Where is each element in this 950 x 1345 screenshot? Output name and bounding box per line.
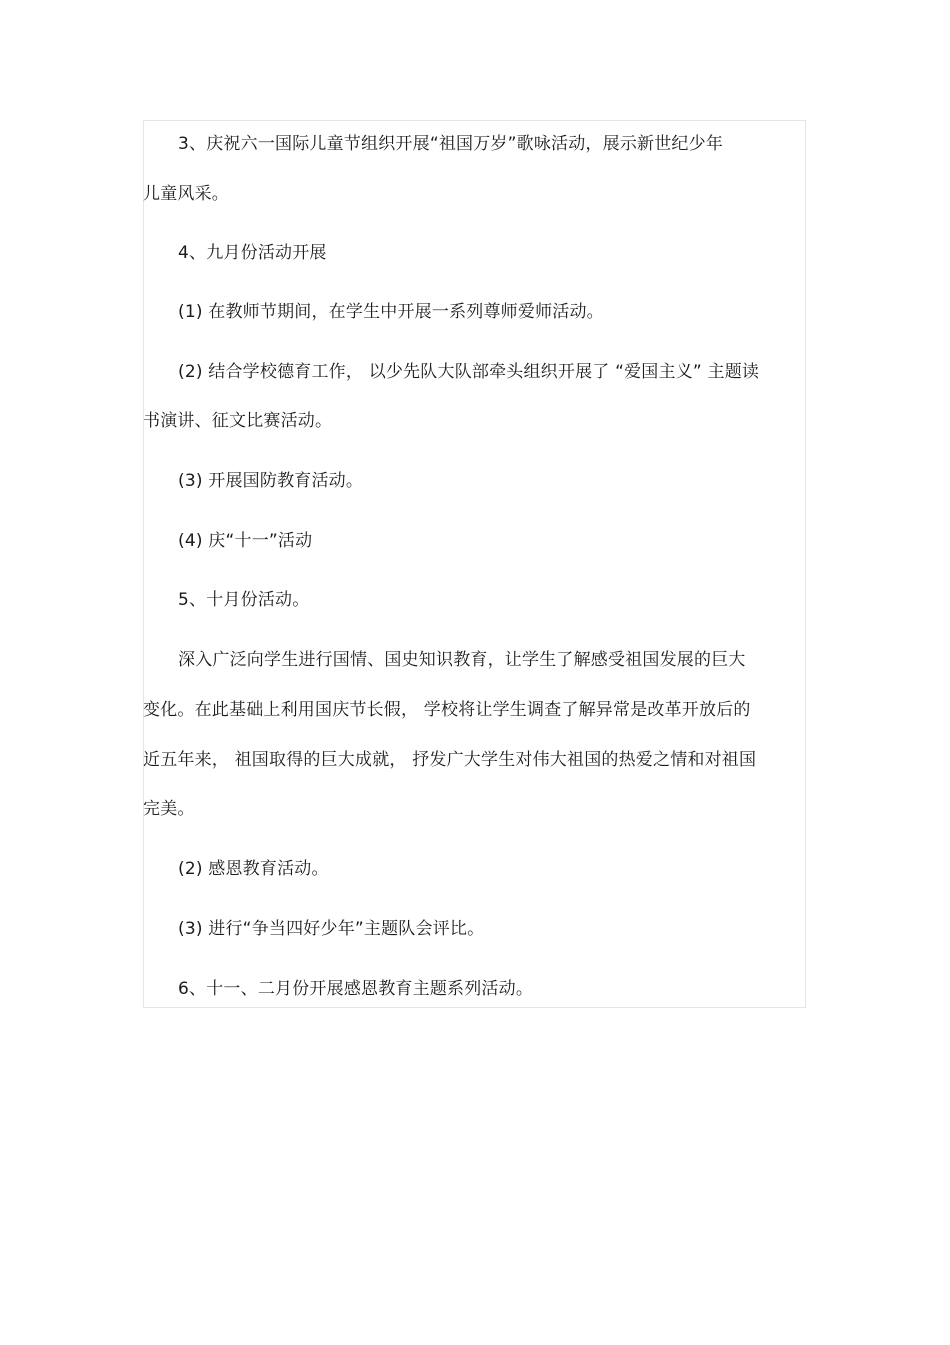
list-item: (2) 感恩教育活动。	[178, 859, 329, 879]
paragraph-line: 完美。	[143, 799, 195, 819]
paragraph-line: 书演讲、征文比赛活动。	[143, 411, 333, 431]
list-item: (3) 开展国防教育活动。	[178, 471, 364, 491]
section-heading: 6、十一、二月份开展感恩教育主题系列活动。	[178, 979, 534, 999]
list-item: (2) 结合学校德育工作， 以少先队大队部牵头组织开展了 “爱国主义” 主题读	[178, 362, 760, 382]
list-item: (1) 在教师节期间，在学生中开展一系列尊师爱师活动。	[178, 302, 604, 322]
section-heading: 5、十月份活动。	[178, 590, 310, 610]
list-item: (4) 庆“十一”活动	[178, 531, 313, 551]
section-heading: 4、九月份活动开展	[178, 243, 327, 263]
paragraph-line: 近五年来， 祖国取得的巨大成就， 抒发广大学生对伟大祖国的热爱之情和对祖国	[143, 750, 757, 770]
paragraph-line: 3、庆祝六一国际儿童节组织开展“祖国万岁”歌咏活动，展示新世纪少年	[178, 134, 724, 154]
paragraph-line: 儿童风采。	[143, 184, 229, 204]
list-item: (3) 进行“争当四好少年”主题队会评比。	[178, 919, 485, 939]
paragraph-line: 变化。在此基础上利用国庆节长假， 学校将让学生调查了解异常是改革开放后的	[143, 700, 751, 720]
paragraph-line: 深入广泛向学生进行国情、国史知识教育，让学生了解感受祖国发展的巨大	[178, 650, 746, 670]
